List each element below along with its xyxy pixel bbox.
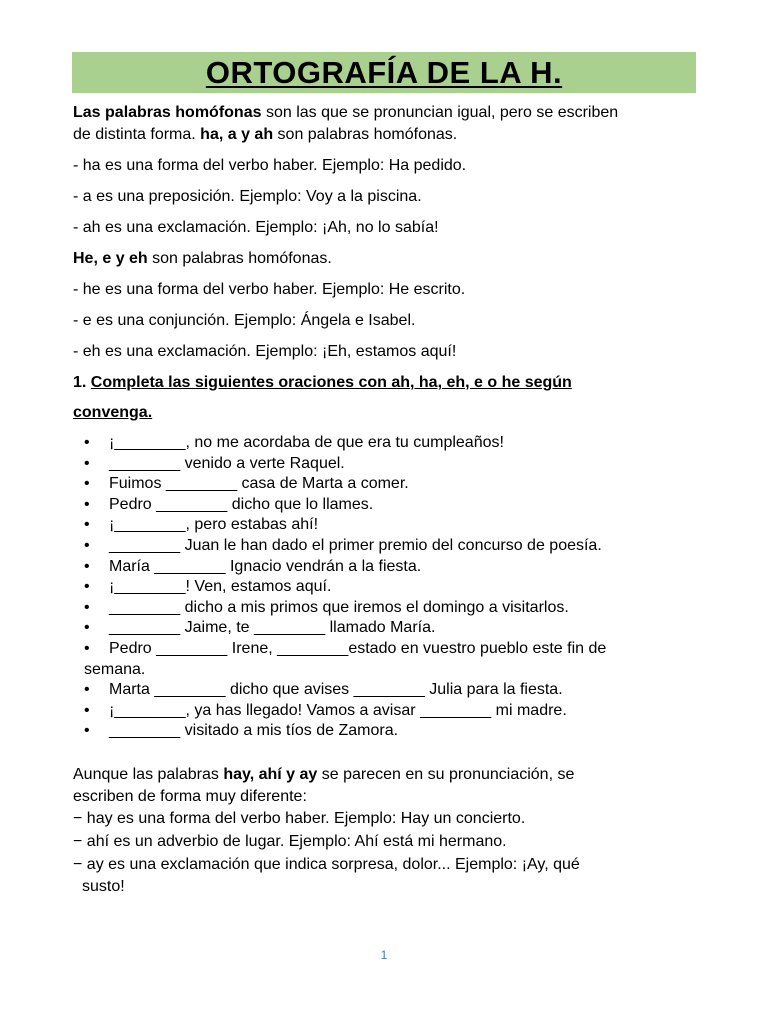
he-intro-bold: He, e y eh bbox=[73, 250, 148, 267]
exercise-instruction: Completa las siguientes oraciones con ah, ha, eh, e o he según bbox=[90, 374, 572, 391]
eh-definition: - eh es una exclamación. Ejemplo: ¡Eh, estamos aquí! bbox=[73, 343, 457, 360]
he-definition: - he es una forma del verbo haber. Ejemplo: He escrito. bbox=[73, 281, 466, 298]
bullet: • bbox=[84, 475, 90, 493]
intro-line-2 bbox=[73, 124, 457, 145]
intro-text: son las que se pronuncian igual, pero se escriben bbox=[261, 104, 619, 121]
intro-text: de distinta forma. bbox=[73, 126, 201, 143]
bullet: • bbox=[84, 598, 90, 616]
bullet: • bbox=[84, 619, 90, 637]
ay-definition-continuation: susto! bbox=[82, 878, 125, 895]
hay-intro-line-1 bbox=[73, 764, 574, 785]
list-item bbox=[84, 577, 606, 598]
exercise-list bbox=[84, 433, 606, 742]
bullet: • bbox=[84, 454, 90, 472]
hay-intro-text: Aunque las palabras bbox=[73, 766, 224, 783]
intro-bold-term: Las palabras homófonas bbox=[73, 104, 262, 121]
item-text: ________ Jaime, te ________ llamado María. bbox=[109, 619, 436, 637]
bullet: • bbox=[84, 495, 90, 513]
bullet: • bbox=[84, 557, 90, 575]
ha-definition: - ha es una forma del verbo haber. Ejemplo: Ha pedido. bbox=[73, 157, 467, 174]
item-text: ¡________, ya has llegado! Vamos a avisar ________ mi madre. bbox=[109, 701, 567, 719]
ah-definition: - ah es una exclamación. Ejemplo: ¡Ah, no lo sabía! bbox=[73, 219, 439, 236]
item-text: Fuimos ________ casa de Marta a comer. bbox=[109, 475, 409, 493]
list-item bbox=[84, 454, 606, 475]
list-item bbox=[84, 680, 606, 701]
page-number: 1 bbox=[380, 948, 388, 962]
item-text: ________ Juan le han dado el primer premio del concurso de poesía. bbox=[109, 536, 602, 554]
list-item bbox=[84, 536, 606, 557]
list-item bbox=[84, 433, 606, 454]
list-item bbox=[84, 557, 606, 578]
bullet: • bbox=[84, 434, 90, 451]
list-item bbox=[84, 618, 606, 639]
bullet: • bbox=[84, 701, 90, 719]
e-definition: - e es una conjunción. Ejemplo: Ángela e Isabel. bbox=[73, 312, 416, 329]
list-item bbox=[84, 495, 606, 516]
exercise-number: 1. bbox=[73, 374, 91, 391]
exercise-heading-line-1 bbox=[73, 372, 572, 393]
bullet: • bbox=[84, 516, 90, 534]
intro-text: son palabras homófonas. bbox=[273, 126, 458, 143]
item-text-continuation: semana. bbox=[84, 660, 146, 678]
he-intro-text: son palabras homófonas. bbox=[147, 250, 332, 267]
list-item bbox=[84, 701, 606, 722]
bullet: • bbox=[84, 639, 90, 657]
bullet: • bbox=[84, 681, 90, 699]
ahi-definition: − ahí es un adverbio de lugar. Ejemplo: Ahí está mi hermano. bbox=[73, 833, 507, 850]
list-item-continuation bbox=[84, 660, 606, 681]
item-text: ¡________, no me acordaba de que era tu cumpleaños! bbox=[109, 434, 504, 451]
exercise-heading-line-2: convenga. bbox=[73, 404, 153, 421]
item-text: Pedro ________ Irene, ________estado en vuestro pueblo este fin de bbox=[109, 639, 607, 657]
hay-intro-line-2: escriben de forma muy diferente: bbox=[73, 788, 307, 805]
page-title: ORTOGRAFÍA DE LA H. bbox=[205, 55, 563, 90]
intro-line-1 bbox=[73, 102, 618, 123]
bullet: • bbox=[84, 722, 90, 740]
item-text: ¡________, pero estabas ahí! bbox=[109, 516, 319, 534]
he-intro bbox=[73, 248, 332, 269]
item-text: María ________ Ignacio vendrán a la fiesta. bbox=[109, 557, 422, 575]
title-banner bbox=[72, 52, 696, 93]
list-item bbox=[84, 721, 606, 742]
hay-intro-text: se parecen en su pronunciación, se bbox=[317, 766, 575, 783]
list-item bbox=[84, 515, 606, 536]
list-item bbox=[84, 474, 606, 495]
list-item bbox=[84, 598, 606, 619]
hay-intro-bold: hay, ahí y ay bbox=[223, 766, 318, 783]
intro-bold-words: ha, a y ah bbox=[200, 126, 274, 143]
item-text: Pedro ________ dicho que lo llames. bbox=[109, 495, 374, 513]
bullet: • bbox=[84, 578, 90, 596]
item-text: ¡________! Ven, estamos aquí. bbox=[109, 578, 332, 596]
item-text: ________ visitado a mis tíos de Zamora. bbox=[109, 722, 399, 740]
item-text: Marta ________ dicho que avises ________ Julia para la fiesta. bbox=[109, 681, 563, 699]
a-definition: - a es una preposición. Ejemplo: Voy a la piscina. bbox=[73, 188, 422, 205]
bullet: • bbox=[84, 536, 90, 554]
ay-definition: − ay es una exclamación que indica sorpresa, dolor... Ejemplo: ¡Ay, qué bbox=[73, 856, 580, 873]
item-text: ________ dicho a mis primos que iremos el domingo a visitarlos. bbox=[109, 598, 569, 616]
hay-definition: − hay es una forma del verbo haber. Ejemplo: Hay un concierto. bbox=[73, 810, 526, 827]
item-text: ________ venido a verte Raquel. bbox=[109, 454, 345, 472]
list-item bbox=[84, 639, 606, 660]
